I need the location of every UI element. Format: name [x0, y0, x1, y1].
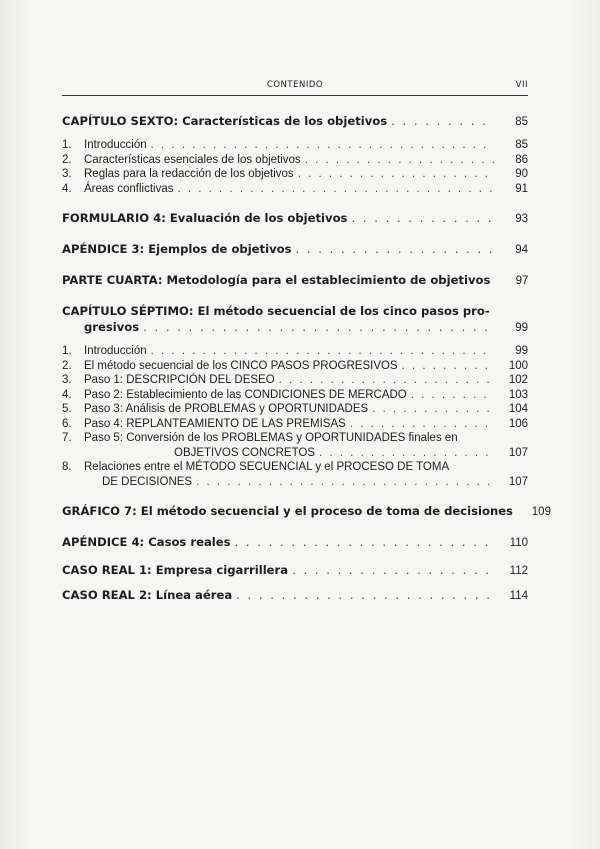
leader-dots — [151, 344, 494, 359]
toc-page-number: 112 — [509, 565, 528, 577]
toc-entry-capitulo-septimo[interactable]: CAPÍTULO SÉPTIMO: El método secuencial de los cinco pasos pro- — [62, 304, 490, 318]
leader-dots — [305, 153, 494, 168]
toc-entry-cap7-item[interactable]: 1. Introducción . . . 99 — [62, 344, 528, 359]
toc-entry-capitulo-septimo-continued[interactable]: gresivos . . . 99 — [62, 319, 528, 336]
toc-page-number: 86 — [515, 153, 528, 166]
leader-dots — [319, 446, 494, 461]
leader-dots — [296, 241, 495, 257]
toc-entry-cap7-item[interactable]: 4. Paso 2: Establecimiento de las CONDICIONES DE MERCADO . . . 103 — [62, 388, 528, 403]
toc-page-number: 91 — [515, 182, 528, 195]
toc-entry-cap7-item[interactable]: 6. Paso 4: REPLANTEAMIENTO DE LAS PREMISAS . . . 106 — [62, 417, 528, 432]
leader-dots — [298, 167, 494, 182]
toc-page-number: 107 — [508, 475, 528, 488]
leader-dots — [391, 113, 494, 129]
toc-entry-cap7-item[interactable]: 7. Paso 5: Conversión de los PROBLEMAS y OPORTUNIDADES finales en — [62, 432, 458, 444]
toc-page-number: 107 — [508, 446, 528, 459]
toc-page-number: 90 — [515, 168, 528, 180]
toc-page-number: 102 — [508, 374, 528, 386]
leader-dots — [372, 402, 494, 417]
toc-entry-cap7-item-continued[interactable]: OBJETIVOS CONCRETOS . . . 107 — [62, 446, 528, 461]
toc-entry-cap7-item-continued[interactable]: DE DECISIONES . . . 107 — [62, 475, 528, 490]
toc-page-number: 110 — [509, 537, 528, 549]
toc-entry-apendice-3[interactable]: APÉNDICE 3: Ejemplos de objetivos . . . 94 — [62, 241, 528, 258]
toc-entry-parte-cuarta[interactable]: PARTE CUARTA: Metodología para el establecimiento de objetivos 97 — [62, 273, 529, 287]
toc-entry-caso-real-2[interactable]: CASO REAL 2: Línea aérea . . . 114 — [62, 587, 528, 604]
toc-entry-cap6-item[interactable]: 3. Reglas para la redacción de los objetivos . . . 90 — [62, 167, 528, 182]
running-header-title: CONTENIDO — [266, 80, 324, 90]
toc-page-number: 85 — [515, 139, 528, 151]
leader-dots — [350, 417, 494, 432]
leader-dots — [151, 138, 494, 153]
leader-dots — [351, 210, 494, 226]
toc-page-number: 106 — [508, 417, 528, 430]
toc-entry-capitulo-sexto[interactable]: CAPÍTULO SEXTO: Características de los objetivos . . . 85 — [62, 113, 528, 130]
toc-page-number: 114 — [509, 590, 528, 602]
leader-dots — [402, 359, 494, 374]
toc-entry-caso-real-1[interactable]: CASO REAL 1: Empresa cigarrillera . . . 112 — [62, 562, 528, 579]
toc-entry-cap6-item[interactable]: 1. Introducción . . . 85 — [62, 138, 528, 153]
leader-dots — [196, 475, 494, 490]
leader-dots — [411, 388, 494, 403]
toc-page-number: 103 — [508, 388, 528, 401]
leader-dots — [177, 182, 494, 197]
toc-page-number: 97 — [515, 275, 529, 287]
leader-dots — [292, 562, 494, 578]
running-header-page-number: VII — [515, 80, 528, 90]
leader-dots — [279, 373, 494, 388]
toc-page-number: 85 — [515, 116, 528, 128]
toc-entry-cap7-item[interactable]: 2. El método secuencial de los CINCO PASOS PROGRESIVOS . . . 100 — [62, 359, 528, 374]
toc-entry-cap7-item[interactable]: 8. Relaciones entre el MÉTODO SECUENCIAL y el PROCESO DE TOMA — [62, 461, 450, 473]
toc-entry-apendice-4[interactable]: APÉNDICE 4: Casos reales . . . 110 — [62, 534, 528, 551]
leader-dots — [143, 319, 494, 335]
toc-entry-cap7-item[interactable]: 3. Paso 1: DESCRIPCIÓN DEL DESEO . . . 102 — [62, 373, 528, 388]
table-of-contents — [62, 113, 551, 604]
toc-entry-cap7-item[interactable]: 5. Paso 3: Análisis de PROBLEMAS y OPORTUNIDADES . . . 104 — [62, 402, 528, 417]
toc-entry-cap6-item[interactable]: 4. Áreas conflictivas . . . 91 — [62, 182, 528, 197]
leader-dots — [236, 587, 494, 603]
toc-entry-cap6-item[interactable]: 2. Características esenciales de los objetivos . . . 86 — [62, 153, 528, 168]
toc-page-number: 99 — [515, 322, 528, 334]
toc-page-number: 109 — [531, 506, 551, 518]
toc-page-number: 94 — [515, 244, 528, 256]
toc-page-number: 100 — [508, 359, 528, 372]
toc-entry-grafico-7[interactable]: GRÁFICO 7: El método secuencial y el proceso de toma de decisiones 109 — [62, 504, 551, 518]
toc-page-number: 104 — [508, 403, 528, 415]
toc-page-number: 99 — [515, 345, 528, 357]
toc-page-number: 93 — [515, 213, 528, 225]
running-header — [62, 79, 528, 96]
leader-dots — [235, 534, 494, 550]
toc-entry-formulario-4[interactable]: FORMULARIO 4: Evaluación de los objetivos . . . 93 — [62, 210, 528, 227]
